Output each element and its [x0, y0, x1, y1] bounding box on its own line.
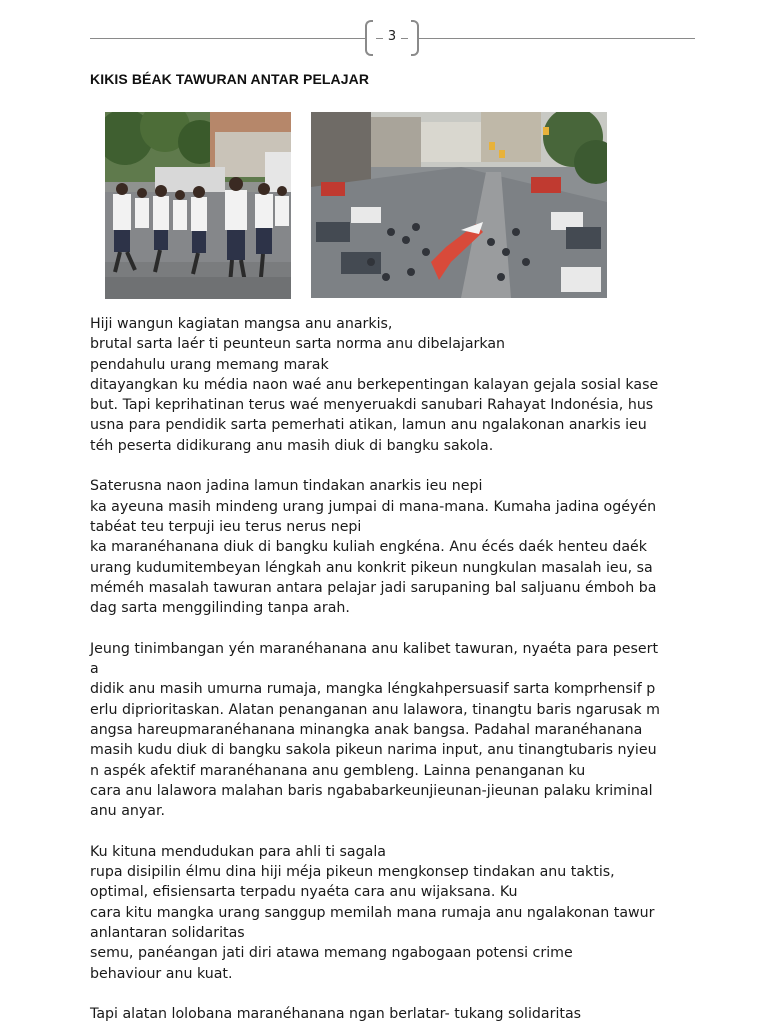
body-line: pendahulu urang memang marak [90, 356, 329, 373]
body-line: urang kudumitembeyan léngkah anu konkrit pikeun nungkulan masalah ieu, sa [90, 559, 653, 576]
body-line: masih kudu diuk di bangku sakola pikeun narima input, anu tinangtubaris nyieu [90, 742, 657, 759]
body-line: optimal, efisiensarta terpadu nyaéta cara anu wijaksana. Ku [90, 884, 518, 901]
body-line: anu anyar. [90, 803, 166, 820]
body-line: cara kitu mangka urang sanggup memilah mana rumaja anu ngalakonan tawur [90, 904, 655, 921]
photo-students-running [105, 112, 291, 299]
page-header [90, 18, 695, 60]
body-line: ka maranéhanana diuk di bangku kuliah engkéna. Anu écés daék henteu daék [90, 539, 647, 556]
body-line: Saterusna naon jadina lamun tindakan anarkis ieu nepi [90, 478, 483, 495]
body-line: méméh masalah tawuran antara pelajar jadi sarupaning bal saljuanu émboh ba [90, 579, 657, 596]
blank-line [90, 456, 700, 476]
body-line: cara anu lalawora malahan baris ngababarkeunjieunan-jieunan palaku kriminal [90, 782, 653, 799]
body-line: n aspék afektif maranéhanana anu gembleng. Lainna penanganan ku [90, 762, 586, 779]
photo-street-crowd-image [311, 112, 607, 298]
blank-line [90, 618, 700, 638]
page-number-bracket-right [411, 20, 419, 56]
body-line: anlantaran solidaritas [90, 924, 245, 941]
page-number-bracket-left [365, 20, 373, 56]
header-rule-left [90, 38, 366, 39]
page-number: 3 [374, 29, 410, 44]
header-rule-right [418, 38, 695, 39]
body-line: usna para pendidik sarta pemerhati atikan, lamun anu ngalakonan anarkis ieu [90, 417, 647, 434]
article-body [90, 314, 700, 1024]
body-line: Tapi alatan lolobana maranéhanana ngan berlatar- tukang solidaritas [90, 1006, 582, 1023]
body-line: tabéat teu terpuji ieu terus nerus nepi [90, 518, 362, 535]
body-line: angsa hareupmaranéhanana minangka anak bangsa. Padahal maranéhanana [90, 721, 643, 738]
photo-students-running-image [105, 112, 291, 299]
article-title: KIKIS BÉAK TAWURAN ANTAR PELAJAR [90, 71, 370, 87]
body-line: Jeung tinimbangan yén maranéhanana anu kalibet tawuran, nyaéta para pesert [90, 640, 659, 657]
body-line: behaviour anu kuat. [90, 965, 233, 982]
body-line: dag sarta menggilinding tanpa arah. [90, 600, 350, 617]
body-line: brutal sarta laér ti peunteun sarta norma anu dibelajarkan [90, 336, 506, 353]
body-line: a [90, 661, 99, 678]
body-line: rupa disipilin élmu dina hiji méja pikeun mengkonsep tindakan anu taktis, [90, 864, 615, 881]
body-line: but. Tapi keprihatinan terus waé menyeruakdi sanubari Rahayat Indonésia, hus [90, 397, 654, 414]
body-line: semu, panéangan jati diri atawa memang ngabogaan potensi crime [90, 945, 573, 962]
body-line: téh peserta didikurang anu masih diuk di bangku sakola. [90, 437, 494, 454]
body-line: ditayangkan ku média naon waé anu berkepentingan kalayan gejala sosial kase [90, 376, 659, 393]
photo-street-crowd [311, 112, 607, 298]
body-line: erlu diprioritaskan. Alatan penanganan anu lalawora, tinangtu baris ngarusak m [90, 701, 660, 718]
blank-line [90, 821, 700, 841]
body-line: Hiji wangun kagiatan mangsa anu anarkis, [90, 316, 393, 332]
body-line: ka ayeuna masih mindeng urang jumpai di mana-mana. Kumaha jadina ogéyén [90, 498, 657, 515]
body-line: Ku kituna mendudukan para ahli ti sagala [90, 843, 386, 860]
blank-line [90, 984, 700, 1004]
body-line: didik anu masih umurna rumaja, mangka léngkahpersuasif sarta komprhensif p [90, 681, 656, 698]
